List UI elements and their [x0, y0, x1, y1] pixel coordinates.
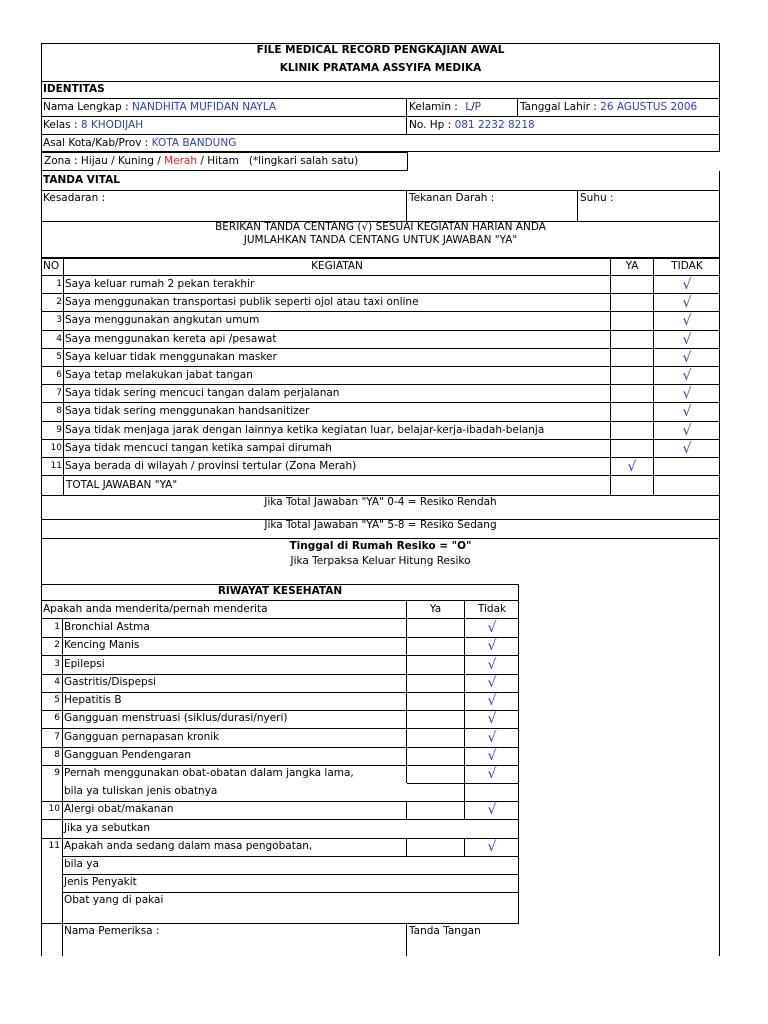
activity-row-label: Saya menggunakan kereta api /pesawat	[65, 333, 277, 345]
checkmark-icon[interactable]: √	[487, 675, 497, 691]
health-row-number: 9	[54, 768, 60, 778]
activity-row-label: Saya menggunakan transportasi publik seperti ojol atau taxi online	[65, 296, 419, 308]
health-col-line	[406, 801, 407, 819]
health-question: Apakah anda menderita/pernah menderita	[43, 603, 268, 615]
full-name-label: Nama Lengkap :	[43, 101, 129, 113]
stay-home-text: Tinggal di Rumah Resiko = "O"	[289, 540, 472, 552]
health-row-label: Apakah anda sedang dalam masa pengobatan,	[64, 840, 313, 852]
checkmark-icon[interactable]: √	[682, 423, 692, 439]
activity-row-number: 9	[56, 425, 62, 435]
health-row-number: 2	[54, 640, 60, 650]
checkmark-icon[interactable]: √	[487, 638, 497, 654]
gender-separator: /	[471, 101, 475, 113]
answer-ya-cell[interactable]	[407, 619, 464, 637]
examiner-name-field[interactable]: Nama Pemeriksa :	[64, 925, 160, 937]
activity-row-number: 1	[56, 279, 62, 289]
health-row-number: 11	[48, 841, 60, 851]
checkmark-icon[interactable]: √	[487, 730, 497, 746]
birth-date-field[interactable]	[518, 99, 697, 115]
temperature-field[interactable]: Suhu :	[580, 192, 614, 204]
gender-label: Kelamin :	[409, 101, 458, 113]
signature-field[interactable]: Tanda Tangan	[409, 925, 481, 937]
checkmark-icon[interactable]: √	[682, 295, 692, 311]
health-row-label: Gastritis/Dispepsi	[64, 676, 157, 688]
column-header-no: NO	[43, 260, 60, 272]
health-row-label: Hepatitis B	[64, 694, 122, 706]
health-row-label: Gangguan Pendengaran	[64, 749, 191, 761]
activity-row-label: Saya tidak menjaga jarak dengan lainnya ketika kegiatan luar, belajar-kerja-ibadah-belanja	[65, 424, 545, 436]
birth-date-value: 26 AGUSTUS 2006	[600, 101, 698, 113]
checkmark-icon[interactable]: √	[487, 748, 497, 764]
risk-low-text: Jika Total Jawaban "YA" 0-4 = Resiko Rendah	[264, 496, 497, 508]
checkmark-icon[interactable]	[611, 312, 653, 330]
column-header-activity: KEGIATAN	[311, 260, 363, 272]
gender-field[interactable]	[407, 99, 481, 115]
health-row-number: 3	[54, 659, 60, 669]
health-row-number: 7	[54, 732, 60, 742]
column-header-tidak: TIDAK	[671, 260, 703, 272]
health-divider	[407, 783, 519, 784]
phone-label: No. Hp :	[409, 119, 452, 131]
answer-ya-cell[interactable]	[407, 729, 464, 747]
activity-row-number: 10	[50, 443, 62, 453]
phone-field[interactable]	[407, 117, 535, 133]
birth-date-label: Tanggal Lahir :	[520, 101, 597, 113]
activity-row-number: 3	[56, 315, 62, 325]
health-row-label: Gangguan pernapasan kronik	[64, 731, 220, 743]
activity-row-label: Saya berada di wilayah / provinsi tertular (Zona Merah)	[65, 460, 357, 472]
checkmark-icon[interactable]: √	[487, 839, 497, 855]
checkmark-icon[interactable]	[611, 367, 653, 385]
checkmark-icon[interactable]: √	[487, 766, 497, 782]
health-row-label: Alergi obat/makanan	[64, 803, 174, 815]
checkmark-icon[interactable]	[611, 422, 653, 440]
answer-ya-cell[interactable]	[407, 692, 464, 710]
vital-section-label: TANDA VITAL	[43, 174, 120, 186]
checkmark-icon[interactable]	[654, 458, 720, 476]
checkmark-icon[interactable]	[611, 276, 653, 294]
health-row-number: 10	[48, 804, 60, 814]
class-value: 8 KHODIJAH	[80, 119, 144, 131]
checkmark-icon[interactable]: √	[487, 802, 497, 818]
checkmark-icon[interactable]: √	[682, 404, 692, 420]
checkmark-icon[interactable]: √	[487, 620, 497, 636]
activity-row-label: Saya tidak sering mencuci tangan dalam perjalanan	[65, 387, 340, 399]
activity-row-number: 8	[56, 406, 62, 416]
health-col-line	[406, 838, 407, 856]
gender-option-l[interactable]: L	[465, 101, 472, 113]
health-col-line	[464, 783, 465, 801]
answer-ya-cell[interactable]	[407, 674, 464, 692]
health-col-line	[464, 801, 465, 819]
checkmark-icon[interactable]: √	[487, 711, 497, 727]
class-label: Kelas :	[43, 119, 78, 131]
activity-row-number: 4	[56, 334, 62, 344]
identity-section-label: IDENTITAS	[43, 83, 105, 95]
health-row-sublabel: Jika ya sebutkan	[64, 822, 151, 834]
health-row-label: Epilepsi	[64, 658, 105, 670]
activity-row-number: 6	[56, 370, 62, 380]
health-row-label: Bronchial Astma	[64, 621, 150, 633]
form-title: FILE MEDICAL RECORD PENGKAJIAN AWAL	[256, 44, 505, 56]
activity-row-label: Saya tetap melakukan jabat tangan	[65, 369, 253, 381]
activity-row-number: 7	[56, 388, 62, 398]
answer-ya-cell[interactable]	[407, 765, 464, 783]
checkmark-icon[interactable]	[611, 349, 653, 367]
health-row-number: 1	[54, 622, 60, 632]
checkmark-icon[interactable]	[611, 385, 653, 403]
checkmark-icon[interactable]	[611, 403, 653, 421]
health-row-label: Kencing Manis	[64, 639, 140, 651]
clinic-name: KLINIK PRATAMA ASSYIFA MEDIKA	[279, 62, 482, 74]
answer-ya-cell[interactable]	[407, 637, 464, 655]
vital-left-border	[41, 171, 720, 190]
activity-row-label: Saya tidak mencuci tangan ketika sampai dirumah	[65, 442, 332, 454]
health-row-number: 5	[54, 695, 60, 705]
activity-row-label: Saya tidak sering menggunakan handsanitizer	[65, 405, 310, 417]
vital-box	[41, 190, 720, 222]
zone-selected-red: Merah	[164, 155, 198, 167]
medication-used-field[interactable]: Obat yang di pakai	[64, 894, 164, 906]
activity-row-label: Saya keluar tidak menggunakan masker	[65, 351, 277, 363]
health-row-number: 4	[54, 677, 60, 687]
answer-ya-cell[interactable]	[407, 747, 464, 765]
health-history-title: RIWAYAT KESEHATAN	[217, 585, 343, 597]
checkmark-icon[interactable]: √	[487, 657, 497, 673]
total-yes-label: TOTAL JAWABAN "YA"	[66, 479, 178, 491]
instruction-line-1: BERIKAN TANDA CENTANG (√) SESUAI KEGIATAN HARIAN ANDA	[215, 221, 546, 233]
checkmark-icon[interactable]	[611, 331, 653, 349]
zone-options-rest: / Hitam (*lingkari salah satu)	[197, 155, 359, 167]
checkmark-icon[interactable]	[611, 294, 653, 312]
city-field[interactable]	[41, 135, 236, 151]
forced-out-text: Jika Terpaksa Keluar Hitung Resiko	[290, 555, 471, 567]
disease-type-field[interactable]: Jenis Penyakit	[64, 876, 137, 888]
zone-options: Zona : Hijau / Kuning /	[44, 155, 165, 167]
health-row-sublabel: bila ya tuliskan jenis obatnya	[64, 785, 218, 797]
phone-value: 081 2232 8218	[454, 119, 535, 131]
zone-selector[interactable]	[41, 152, 408, 171]
blood-pressure-field[interactable]: Tekanan Darah :	[409, 192, 495, 204]
checkmark-icon[interactable]: √	[682, 277, 692, 293]
health-row-number: 6	[54, 713, 60, 723]
checkmark-icon[interactable]: √	[682, 441, 692, 457]
checkmark-icon[interactable]: √	[682, 313, 692, 329]
gender-option-p[interactable]: P	[474, 101, 481, 113]
consciousness-field[interactable]: Kesadaran :	[43, 192, 106, 204]
full-name-field[interactable]	[41, 99, 276, 115]
checkmark-icon[interactable]: √	[682, 386, 692, 402]
column-header-ya: YA	[625, 260, 639, 272]
health-column-tidak: Tidak	[477, 603, 507, 615]
activity-row-number: 2	[56, 297, 62, 307]
health-row-label: Gangguan menstruasi (siklus/durasi/nyeri)	[64, 712, 288, 724]
checkmark-icon[interactable]: √	[682, 350, 692, 366]
answer-ya-cell[interactable]	[407, 710, 464, 728]
health-column-ya: Ya	[429, 603, 442, 615]
risk-mid-text: Jika Total Jawaban "YA" 5-8 = Resiko Sedang	[264, 519, 497, 531]
activity-row-number: 5	[56, 352, 62, 362]
health-divider	[62, 856, 519, 857]
activity-row-number: 11	[50, 461, 62, 471]
answer-ya-cell[interactable]	[407, 656, 464, 674]
city-value: KOTA BANDUNG	[151, 137, 237, 149]
instruction-line-2: JUMLAHKAN TANDA CENTANG UNTUK JAWABAN "YA"	[243, 234, 518, 246]
checkmark-icon[interactable]: √	[682, 332, 692, 348]
activity-row-divider	[41, 475, 720, 476]
health-col-line	[406, 600, 407, 618]
checkmark-icon[interactable]	[611, 440, 653, 458]
health-col-line	[464, 600, 465, 618]
class-field[interactable]	[41, 117, 143, 133]
full-name-value: NANDHITA MUFIDAN NAYLA	[131, 101, 277, 113]
activity-row-label: Saya menggunakan angkutan umum	[65, 314, 260, 326]
health-row-label: Pernah menggunakan obat-obatan dalam jangka lama,	[64, 767, 354, 779]
activity-row-label: Saya keluar rumah 2 pekan terakhir	[65, 278, 255, 290]
checkmark-icon[interactable]: √	[487, 693, 497, 709]
city-label: Asal Kota/Kab/Prov :	[43, 137, 149, 149]
checkmark-icon[interactable]: √	[627, 459, 637, 475]
health-row-number: 8	[54, 750, 60, 760]
checkmark-icon[interactable]: √	[682, 368, 692, 384]
health-row-sublabel: bila ya	[64, 858, 99, 870]
